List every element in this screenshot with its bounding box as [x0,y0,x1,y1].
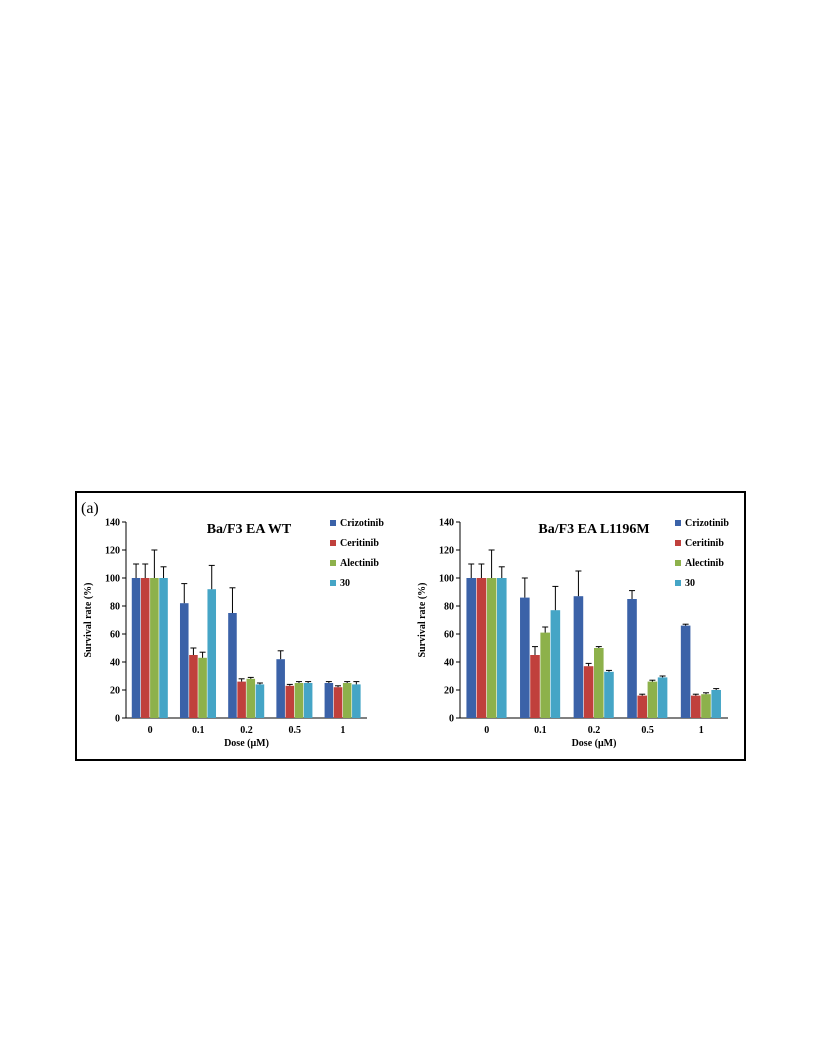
legend-swatch-crizotinib [675,520,681,526]
chart-title: Ba/F3 EA L1196M [538,522,650,537]
bar-alectinib-0.1 [198,658,207,718]
bar-30-1 [711,690,721,718]
bar-30-0.2 [256,684,265,718]
bar-30-0 [159,578,168,718]
y-tick-label: 40 [110,657,120,669]
legend-swatch-30 [330,580,336,586]
bar-30-0.1 [551,610,561,718]
x-tick-label: 1 [340,725,346,736]
bar-30-0.2 [604,672,614,718]
y-tick-label: 80 [110,601,120,613]
legend-label: Crizotinib [685,518,729,529]
y-tick-label: 140 [105,517,120,529]
y-axis-title: Survival rate (%) [83,582,94,658]
bar-crizotinib-0.2 [228,613,237,718]
bar-crizotinib-0.5 [276,659,285,718]
chart-title: Ba/F3 EA WT [206,522,292,537]
y-tick-label: 120 [105,545,120,557]
y-tick-label: 100 [439,573,454,585]
y-tick-label: 60 [110,629,120,641]
x-tick-label: 1 [698,725,704,736]
figure-canvas [77,493,744,759]
bar-crizotinib-0 [132,578,141,718]
bar-crizotinib-0.1 [180,603,189,718]
bar-crizotinib-1 [325,683,334,718]
bar-ceritinib-1 [691,696,701,718]
bar-alectinib-1 [701,694,711,718]
bar-ceritinib-0 [477,578,487,718]
x-tick-label: 0 [484,725,490,736]
bar-ceritinib-1 [334,687,343,718]
bar-alectinib-0.1 [540,633,550,718]
y-tick-label: 120 [439,545,454,557]
y-tick-label: 0 [115,713,120,725]
x-axis-title: Dose (μM) [571,738,617,749]
y-tick-label: 140 [439,517,454,529]
bar-30-0.1 [207,589,216,718]
x-tick-label: 0.2 [240,725,253,736]
y-tick-label: 80 [444,601,454,613]
y-tick-label: 40 [444,657,454,669]
y-axis-title: Survival rate (%) [417,582,428,658]
bar-30-0.5 [658,677,668,718]
legend-label: Alectinib [685,558,724,569]
bar-crizotinib-0.1 [520,598,530,718]
legend-label: Ceritinib [340,538,379,549]
panel-label: (a) [81,500,99,517]
bar-alectinib-0.2 [247,679,256,718]
legend-label: Crizotinib [340,518,384,529]
bar-crizotinib-0.5 [627,599,637,718]
x-tick-label: 0.1 [534,725,547,736]
bar-alectinib-0 [487,578,497,718]
x-tick-label: 0.2 [587,725,601,736]
y-tick-label: 20 [110,685,120,697]
legend-label: Ceritinib [685,538,724,549]
x-tick-label: 0 [147,725,153,736]
bar-alectinib-0.5 [648,682,658,718]
bar-alectinib-1 [343,683,352,718]
bar-ceritinib-0 [141,578,150,718]
bar-ceritinib-0.2 [237,682,246,718]
bar-crizotinib-1 [681,626,691,718]
x-axis-title: Dose (μM) [224,738,269,749]
bar-crizotinib-0.2 [574,596,584,718]
legend-swatch-ceritinib [675,540,681,546]
figure-frame [75,491,746,761]
legend-swatch-ceritinib [330,540,336,546]
x-tick-label: 0.1 [192,725,205,736]
bar-ceritinib-0.5 [286,686,295,718]
legend-label: Alectinib [340,558,379,569]
bar-30-0.5 [304,683,313,718]
bar-alectinib-0.5 [295,683,304,718]
legend-swatch-crizotinib [330,520,336,526]
y-tick-label: 0 [449,713,454,725]
legend-label: 30 [685,578,695,589]
bar-alectinib-0.2 [594,648,604,718]
bar-ceritinib-0.1 [189,655,198,718]
bar-30-1 [352,684,361,718]
x-tick-label: 0.5 [288,725,301,736]
y-tick-label: 100 [105,573,120,585]
bar-ceritinib-0.2 [584,666,594,718]
bar-ceritinib-0.5 [637,696,647,718]
bar-crizotinib-0 [466,578,476,718]
legend-swatch-30 [675,580,681,586]
y-tick-label: 60 [444,629,454,641]
legend-swatch-alectinib [675,560,681,566]
y-tick-label: 20 [444,685,454,697]
chart-l1196m [417,518,729,750]
legend-label: 30 [340,578,350,589]
bar-30-0 [497,578,507,718]
bar-ceritinib-0.1 [530,655,540,718]
legend-swatch-alectinib [330,560,336,566]
chart-wt [83,518,384,750]
x-tick-label: 0.5 [641,725,654,736]
bar-alectinib-0 [150,578,159,718]
